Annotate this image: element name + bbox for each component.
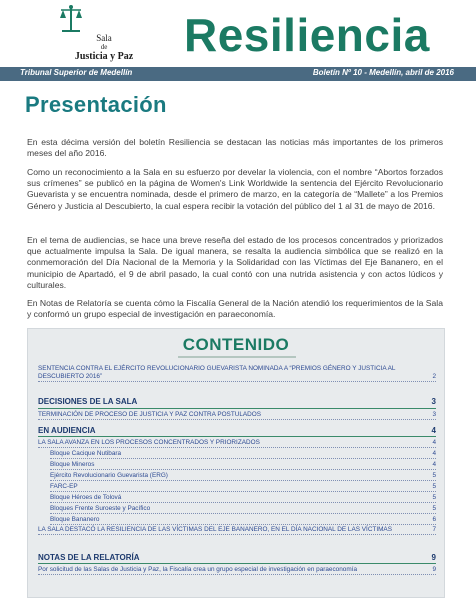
- toc-entry-text: Bloques Frente Suroeste y Pacífico: [50, 505, 151, 512]
- toc-entry-page: 2: [432, 373, 436, 380]
- toc-entry-page: 3: [432, 411, 436, 418]
- toc-section-heading: NOTAS DE LA RELATORÍA: [38, 553, 140, 562]
- toc-section-audiencia[interactable]: [38, 426, 436, 435]
- toc-entry-page: 5: [432, 494, 436, 501]
- toc-entry-text: LA SALA AVANZA EN LOS PROCESOS CONCENTRADOS Y PRIORIZADOS: [38, 439, 260, 446]
- toc-title: CONTENIDO: [182, 335, 290, 354]
- toc-entry-page: 5: [432, 472, 436, 479]
- toc-entry-page: 5: [432, 505, 436, 512]
- paragraph-1: En esta décima versión del boletín Resiliencia se destacan las noticias más importantes de los primeros meses del año 2016.: [27, 137, 443, 159]
- paragraph-3: En el tema de audiencias, se hace una breve reseña del estado de los procesos concentrados y priorizados que actualmente impulsa la Sala. De igual manera, se resalta la audiencia simbólica que se realizó en la conmemoración del Día Nacional de la Memoria y la Solidaridad con las Víctimas del Eje Bananero, en el municipio de Apartadó, el 9 de abril pasado, la cual contó con una nutrida asistencia y con actos lúdicos y culturales.: [27, 235, 443, 290]
- toc-section-page: 9: [431, 553, 436, 562]
- toc-entry[interactable]: [38, 439, 436, 448]
- page-title: Presentación: [25, 92, 167, 117]
- toc-entry-text: SENTENCIA CONTRA EL EJÉRCITO REVOLUCIONARIO GUEVARISTA NOMINADA A “PREMIOS GÉNERO Y JUSTICIA AL DESCUBIERTO 2016”: [38, 365, 396, 380]
- toc-entry[interactable]: [50, 483, 436, 492]
- toc-entry-page: 7: [432, 526, 436, 533]
- toc-entry[interactable]: [50, 450, 436, 459]
- logo-line-3: Justicia y Paz: [74, 51, 134, 62]
- toc-entry-text: Bloque Cacique Nutibara: [50, 450, 122, 457]
- toc-section-decisiones[interactable]: [38, 397, 436, 406]
- toc-entry-text: Ejército Revolucionario Guevarista (ERG): [50, 472, 168, 479]
- toc-entry[interactable]: [50, 505, 436, 514]
- toc-entry-text: FARC-EP: [50, 483, 78, 490]
- toc-entry[interactable]: [50, 516, 436, 525]
- toc-entry-text: Por solicitud de las Salas de Justicia y Paz, la Fiscalía crea un grupo especial de investigación en paraeconomía: [38, 566, 357, 573]
- toc-section-rule: [38, 408, 436, 409]
- toc-section-heading: DECISIONES DE LA SALA: [38, 397, 138, 406]
- toc-entry-page: 4: [432, 461, 436, 468]
- toc-entry-text: TERMINACIÓN DE PROCESO DE JUSTICIA Y PAZ CONTRA POSTULADOS: [38, 411, 261, 418]
- logo: [30, 4, 150, 62]
- table-of-contents: [27, 328, 445, 598]
- toc-entry[interactable]: [50, 461, 436, 470]
- band-right-text: Boletín Nº 10 - Medellín, abril de 2016: [312, 68, 454, 77]
- toc-section-page: 4: [431, 426, 436, 435]
- logo-line-2: de: [100, 43, 108, 51]
- logo-line-1: Sala: [96, 33, 112, 43]
- toc-entry-text: Bloque Mineros: [50, 461, 95, 468]
- scales-of-justice-icon: [58, 4, 84, 34]
- paragraph-4: En Notas de Relatoría se cuenta cómo la Fiscalía General de la Nación atendió los requerimientos de la Sala y conformó un grupo especial de investigación en paraeconomía.: [27, 298, 443, 320]
- toc-section-heading: EN AUDIENCIA: [38, 426, 96, 435]
- toc-entry-page: 4: [432, 450, 436, 457]
- header-band: [0, 67, 476, 81]
- toc-section-rule: [38, 563, 436, 564]
- toc-entry-intro[interactable]: [38, 365, 436, 382]
- band-left-text: Tribunal Superior de Medellín: [20, 68, 133, 77]
- logo-text: [64, 34, 144, 61]
- toc-entry-text: Bloque Bananero: [50, 516, 100, 523]
- toc-entry[interactable]: [38, 411, 436, 420]
- toc-entry[interactable]: [50, 494, 436, 503]
- toc-section-page: 3: [431, 397, 436, 406]
- toc-entry-text: Bloque Héroes de Tolová: [50, 494, 122, 501]
- toc-section-relatoria[interactable]: [38, 553, 436, 562]
- toc-entry-page: 6: [432, 516, 436, 523]
- toc-entry[interactable]: [38, 566, 436, 575]
- header: [0, 0, 476, 64]
- paragraph-2: Como un reconocimiento a la Sala en su esfuerzo por develar la violencia, con el nombre “Abortos forzados sus crímenes” se publicó en la página de Women's Link Worldwide la sentencia del Ejército Revolucionario Guevarista y se encuentra nominada, desde el primero de marzo, en la categoría de “Mallete” a los Premios Género y Justicia al Descubierto, la cual espera recibir la votación del público del 1 al 31 de mayo de 2016.: [27, 167, 443, 211]
- toc-entry[interactable]: [38, 526, 436, 535]
- toc-entry-page: 4: [432, 439, 436, 446]
- toc-entry[interactable]: [50, 472, 436, 481]
- masthead-title: Resiliencia: [184, 9, 430, 61]
- toc-title-underline: [178, 356, 296, 358]
- toc-entry-text: LA SALA DESTACÓ LA RESILIENCIA DE LAS VÍCTIMAS DEL EJE BANANERO, EN EL DÍA NACIONAL DE LAS VÍCTIMAS: [38, 526, 392, 533]
- toc-entry-page: 9: [432, 566, 436, 573]
- toc-section-rule: [38, 436, 436, 437]
- toc-entry-page: 5: [432, 483, 436, 490]
